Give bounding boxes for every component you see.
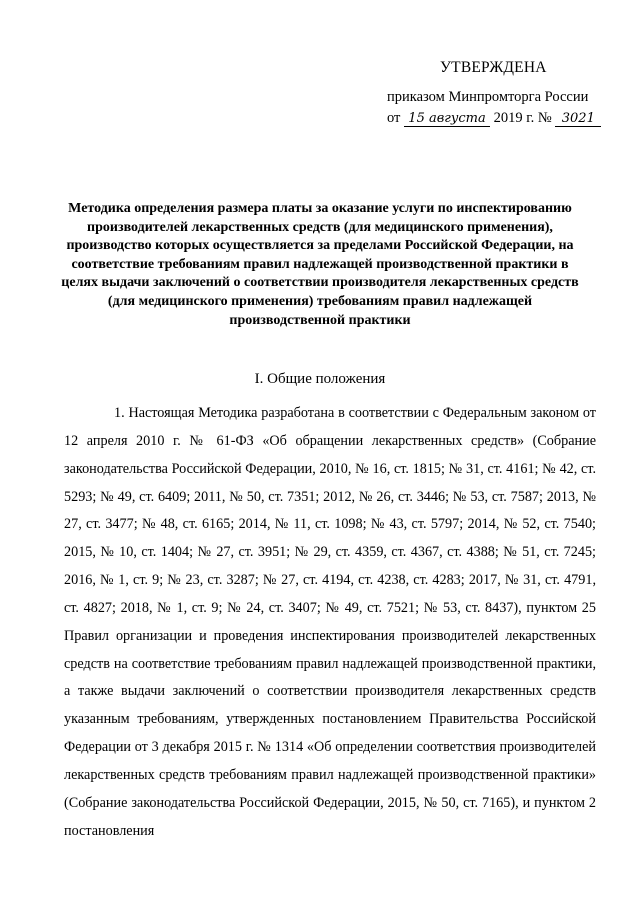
approved-label: УТВЕРЖДЕНА: [440, 59, 547, 76]
section-heading: I. Общие положения: [254, 371, 386, 387]
paragraph: 1. Настоящая Методика разработана в соответствии с Федеральным законом от 12 апреля 2010 г. № 61-ФЗ «Об обращении лекарственных средств» (Собрание законодательства Российской Федерации, 2010, № 16, ст. 1815; № 31, ст. 4161; № 42, ст. 5293; № 49, ст. 6409; 2011, № 50, ст. 7351; 2012, № 26, ст. 3446; № 53, ст. 7587; 2013, № 27, ст. 3477; № 48, ст. 6165; 2014, № 11, ст. 1098; № 43, ст. 5797; 2014, № 52, ст. 7540; 2015, № 10, ст. 1404; № 27, ст. 3951; № 29, ст. 4359, ст. 4367, ст. 4388; № 51, ст. 7245; 2016, № 1, ст. 9; № 23, ст. 3287; № 27, ст. 4194, ст. 4238, ст. 4283; 2017, № 31, ст. 4791, ст. 4827; 2018, № 1, ст. 9; № 24, ст. 3407; № 49, ст. 7521; № 53, ст. 8437), пунктом 25 Правил организации и проведения инспектирования производителей лекарственных средств на соответствие требованиям правил надлежащей производственной практики, а также выдачи заключений о соответствии производителя лекарственных средств указанным требованиям, утвержденных постановлением Правительства Российской Федерации от 3 декабря 2015 г. № 1314 «Об определении соответствия производителей лекарственных средств требованиям правил надлежащей производственной практики» (Собрание законодательства Российской Федерации, 2015, № 50, ст. 7165), и пунктом 2 постановления: [64, 405, 596, 839]
year-text: 2019 г. №: [493, 110, 552, 126]
handwritten-date: 15 августа: [404, 112, 490, 127]
date-prefix: от: [387, 110, 401, 126]
document-title: Методика определения размера платы за оказание услуги по инспектированию производителей лекарственных средств (для медицинского применения), производство которых осуществляется за пределами Российской Федерации, на соответствие требованиям правил надлежащей производственной практики в целях выдачи заключений о соответствии производителя лекарственных средств (для медицинского применения) требованиям правил надлежащей производственной практики: [61, 201, 579, 328]
handwritten-number: 3021: [555, 112, 601, 127]
order-label: приказом Минпромторга России: [387, 89, 589, 105]
order-date-line: [387, 110, 601, 127]
document-body: [64, 400, 596, 846]
